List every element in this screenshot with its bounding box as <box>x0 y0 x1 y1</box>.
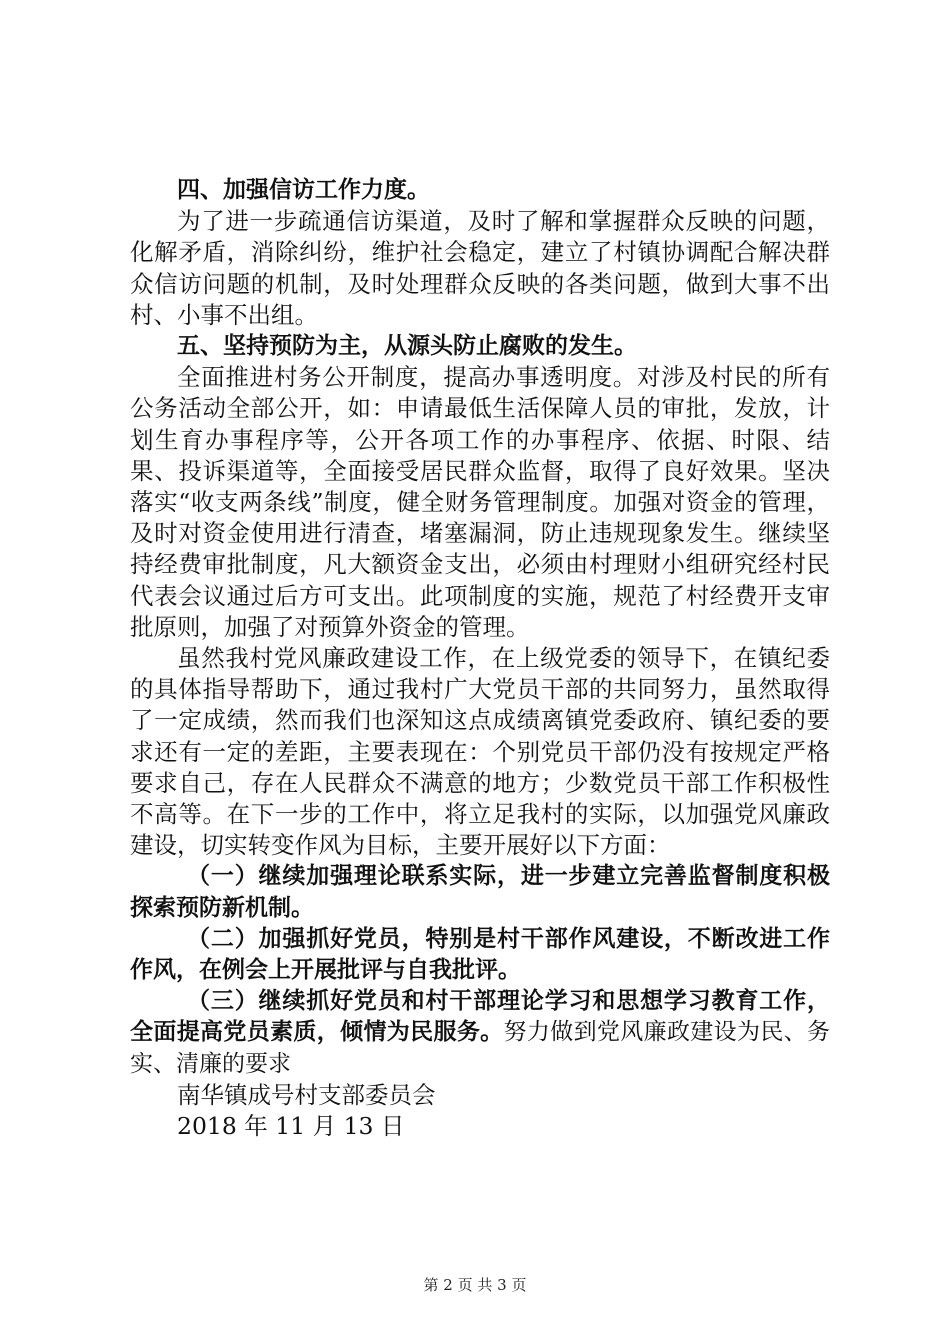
plan-item-3-bold: （三）继续抓好党员和村干部理论学习和思想学习教育工作，全面提高党员素质，倾情为民服务。 <box>130 988 830 1046</box>
signature-date: 2018 年 11 月 13 日 <box>177 1112 405 1141</box>
section-4-heading: 四、加强信访工作力度。 <box>177 177 430 203</box>
plan-item-3-tail: 努力做到党风廉政建设为民、务实、清廉的要求 <box>130 1019 831 1077</box>
plan-item-2: （二）加强抓好党员，特别是村干部作风建设，不断改进工作作风，在例会上开展批评与自我批评。 <box>130 925 830 984</box>
section-5-paragraph: 全面推进村务公开制度，提高办事透明度。对涉及村民的所有公务活动全部公开，如：申请最低生活保障人员的审批，发放，计划生育办事程序等，公开各项工作的办事程序、依据、时限、结果、投诉渠道等，全面接受居民群众监督，取得了良好效果。坚决落实“收支两条线”制度，健全财务管理制度。加强对资金的管理，及时对资金使用进行清查，堵塞漏洞，防止违规现象发生。继续坚持经费审批制度，凡大额资金支出，必须由村理财小组研究经村民代表会议通过后方可支出。此项制度的实施，规范了村经费开支审批原则，加强了对预算外资金的管理。 <box>130 363 830 641</box>
section-5-heading: 五、坚持预防为主，从源头防止腐败的发生。 <box>177 333 637 360</box>
page-footer: 第 2 页 共 3 页 <box>423 1276 527 1294</box>
section-4-paragraph: 为了进一步疏通信访渠道，及时了解和掌握群众反映的问题，化解矛盾，消除纠纷，维护社会稳定，建立了村镇协调配合解决群众信访问题的机制，及时处理群众反映的各类问题，做到大事不出村、小事不出组。 <box>130 207 830 329</box>
plan-item-1: （一）继续加强理论联系实际，进一步建立完善监督制度积极探索预防新机制。 <box>130 863 830 921</box>
plan-item-3 <box>130 986 830 1080</box>
summary-paragraph: 虽然我村党风廉政建设工作，在上级党委的领导下，在镇纪委的具体指导帮助下，通过我村广大党员干部的共同努力，虽然取得了一定成绩，然而我们也深知这点成绩离镇党委政府、镇纪委的要求还有一定的差距，主要表现在：个别党员干部仍没有按规定严格要求自己，存在人民群众不满意的地方；少数党员干部工作积极性不高等。在下一步的工作中，将立足我村的实际，以加强党风廉政建设，切实转变作风为目标，主要开展好以下方面： <box>130 644 830 860</box>
signature-organization: 南华镇成号村支部委员会 <box>177 1080 436 1109</box>
document-body <box>130 175 830 1142</box>
